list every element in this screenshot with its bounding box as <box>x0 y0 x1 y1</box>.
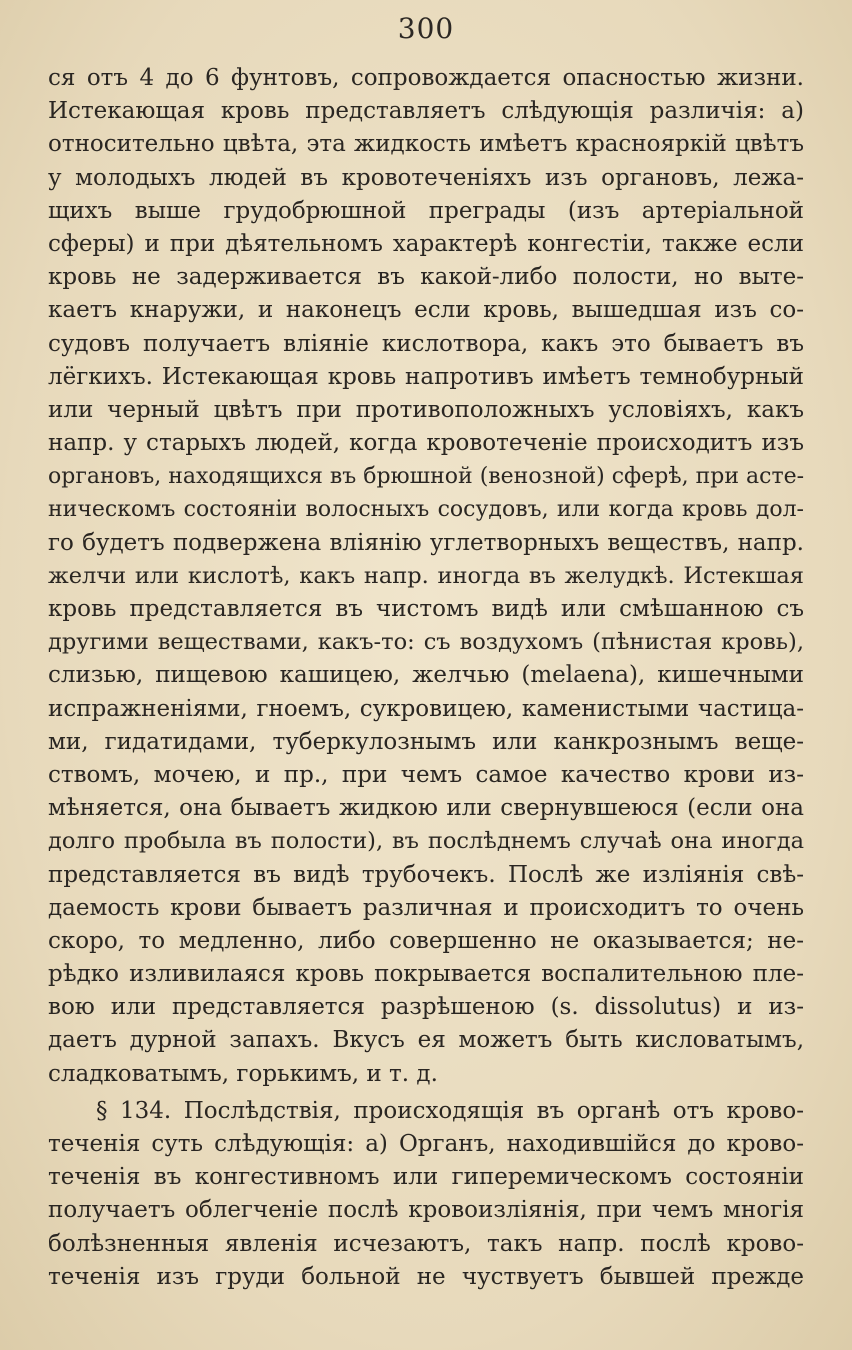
text-line: каетъ кнаружи, и наконецъ если кровь, вышедшая изъ со- <box>48 297 804 324</box>
paragraph-2 <box>48 1095 804 1294</box>
text-line: слизью, пищевою кашицею, желчью (melaena), кишечными <box>48 662 804 689</box>
text-line: относительно цвѣта, эта жидкость имѣетъ краснояркій цвѣтъ <box>48 131 804 158</box>
text-line: Истекающая кровь представляетъ слѣдующія различія: а) <box>48 98 804 125</box>
text-line: желчи или кислотѣ, какъ напр. иногда въ желудкѣ. Истекшая <box>48 562 804 589</box>
text-line: болѣзненныя явленія исчезаютъ, такъ напр. послѣ крово- <box>48 1230 804 1257</box>
text-line: напр. у старыхъ людей, когда кровотеченіе происходитъ изъ <box>48 430 804 457</box>
text-line: даетъ дурной запахъ. Вкусъ ея можетъ быть кисловатымъ, <box>48 1027 804 1054</box>
text-line: получаетъ облегченіе послѣ кровоизліянія, при чемъ многія <box>48 1197 804 1224</box>
text-line: лёгкихъ. Истекающая кровь напротивъ имѣетъ темнобурный <box>48 363 804 390</box>
text-line: долго пробыла въ полости), въ послѣднемъ случаѣ она иногда <box>48 828 804 855</box>
body-text <box>48 62 804 1294</box>
text-line: у молодыхъ людей въ кровотеченіяхъ изъ органовъ, лежа- <box>48 164 804 191</box>
text-line: теченія въ конгестивномъ или гиперемическомъ состояніи <box>48 1164 804 1191</box>
text-line: мѣняется, она бываетъ жидкою или свернувшеюся (если она <box>48 795 804 822</box>
text-line: представляется въ видѣ трубочекъ. Послѣ же изліянія свѣ- <box>48 861 804 888</box>
text-line: вою или представляется разрѣшеною (s. dissolutus) и из- <box>48 994 804 1021</box>
text-line: другими веществами, какъ-то: съ воздухомъ (пѣнистая кровь), <box>48 629 804 656</box>
section-heading-line: § 134. Послѣдствія, происходящія въ органѣ отъ крово- <box>96 1097 804 1124</box>
text-line: судовъ получаетъ вліяніе кислотвора, какъ это бываетъ въ <box>48 330 804 357</box>
text-line: го будетъ подвержена вліянію углетворныхъ веществъ, напр. <box>48 529 804 556</box>
text-line: кровь представляется въ чистомъ видѣ или смѣшанною съ <box>48 596 804 622</box>
text-line: испражненіями, гноемъ, сукровицею, каменистыми частица- <box>48 695 804 722</box>
text-line: ствомъ, мочею, и пр., при чемъ самое качество крови из- <box>48 761 804 788</box>
text-line: скоро, то медленно, либо совершенно не оказывается; не- <box>48 927 804 954</box>
text-line: рѣдко изливилаяся кровь покрывается воспалительною пле- <box>48 961 804 988</box>
text-line: сферы) и при дѣятельномъ характерѣ конгестіи, также если <box>48 230 804 257</box>
text-line: щихъ выше грудобрюшной преграды (изъ артеріальной <box>48 197 804 224</box>
text-line: даемость крови бываетъ различная и происходитъ то очень <box>48 894 804 921</box>
page-number: 300 <box>397 12 455 45</box>
text-line: ми, гидатидами, туберкулознымъ или канкрознымъ веще- <box>48 728 804 755</box>
text-line: ся отъ 4 до 6 фунтовъ, сопровождается опасностью жизни. <box>48 65 804 91</box>
text-line: теченія суть слѣдующія: а) Органъ, находившійся до крово- <box>48 1131 804 1157</box>
text-line: кровь не задерживается въ какой-либо полости, но выте- <box>48 264 804 291</box>
text-line: или черный цвѣтъ при противоположныхъ условіяхъ, какъ <box>48 396 804 423</box>
text-line: сладковатымъ, горькимъ, и т. д. <box>48 1060 438 1087</box>
text-line: ническомъ состояніи волосныхъ сосудовъ, или когда кровь дол- <box>48 497 804 523</box>
paragraph-1 <box>48 62 804 1091</box>
text-line: теченія изъ груди больной не чуствуетъ бывшей прежде <box>48 1263 804 1290</box>
text-line: органовъ, находящихся въ брюшной (венозной) сферѣ, при асте- <box>48 464 804 490</box>
